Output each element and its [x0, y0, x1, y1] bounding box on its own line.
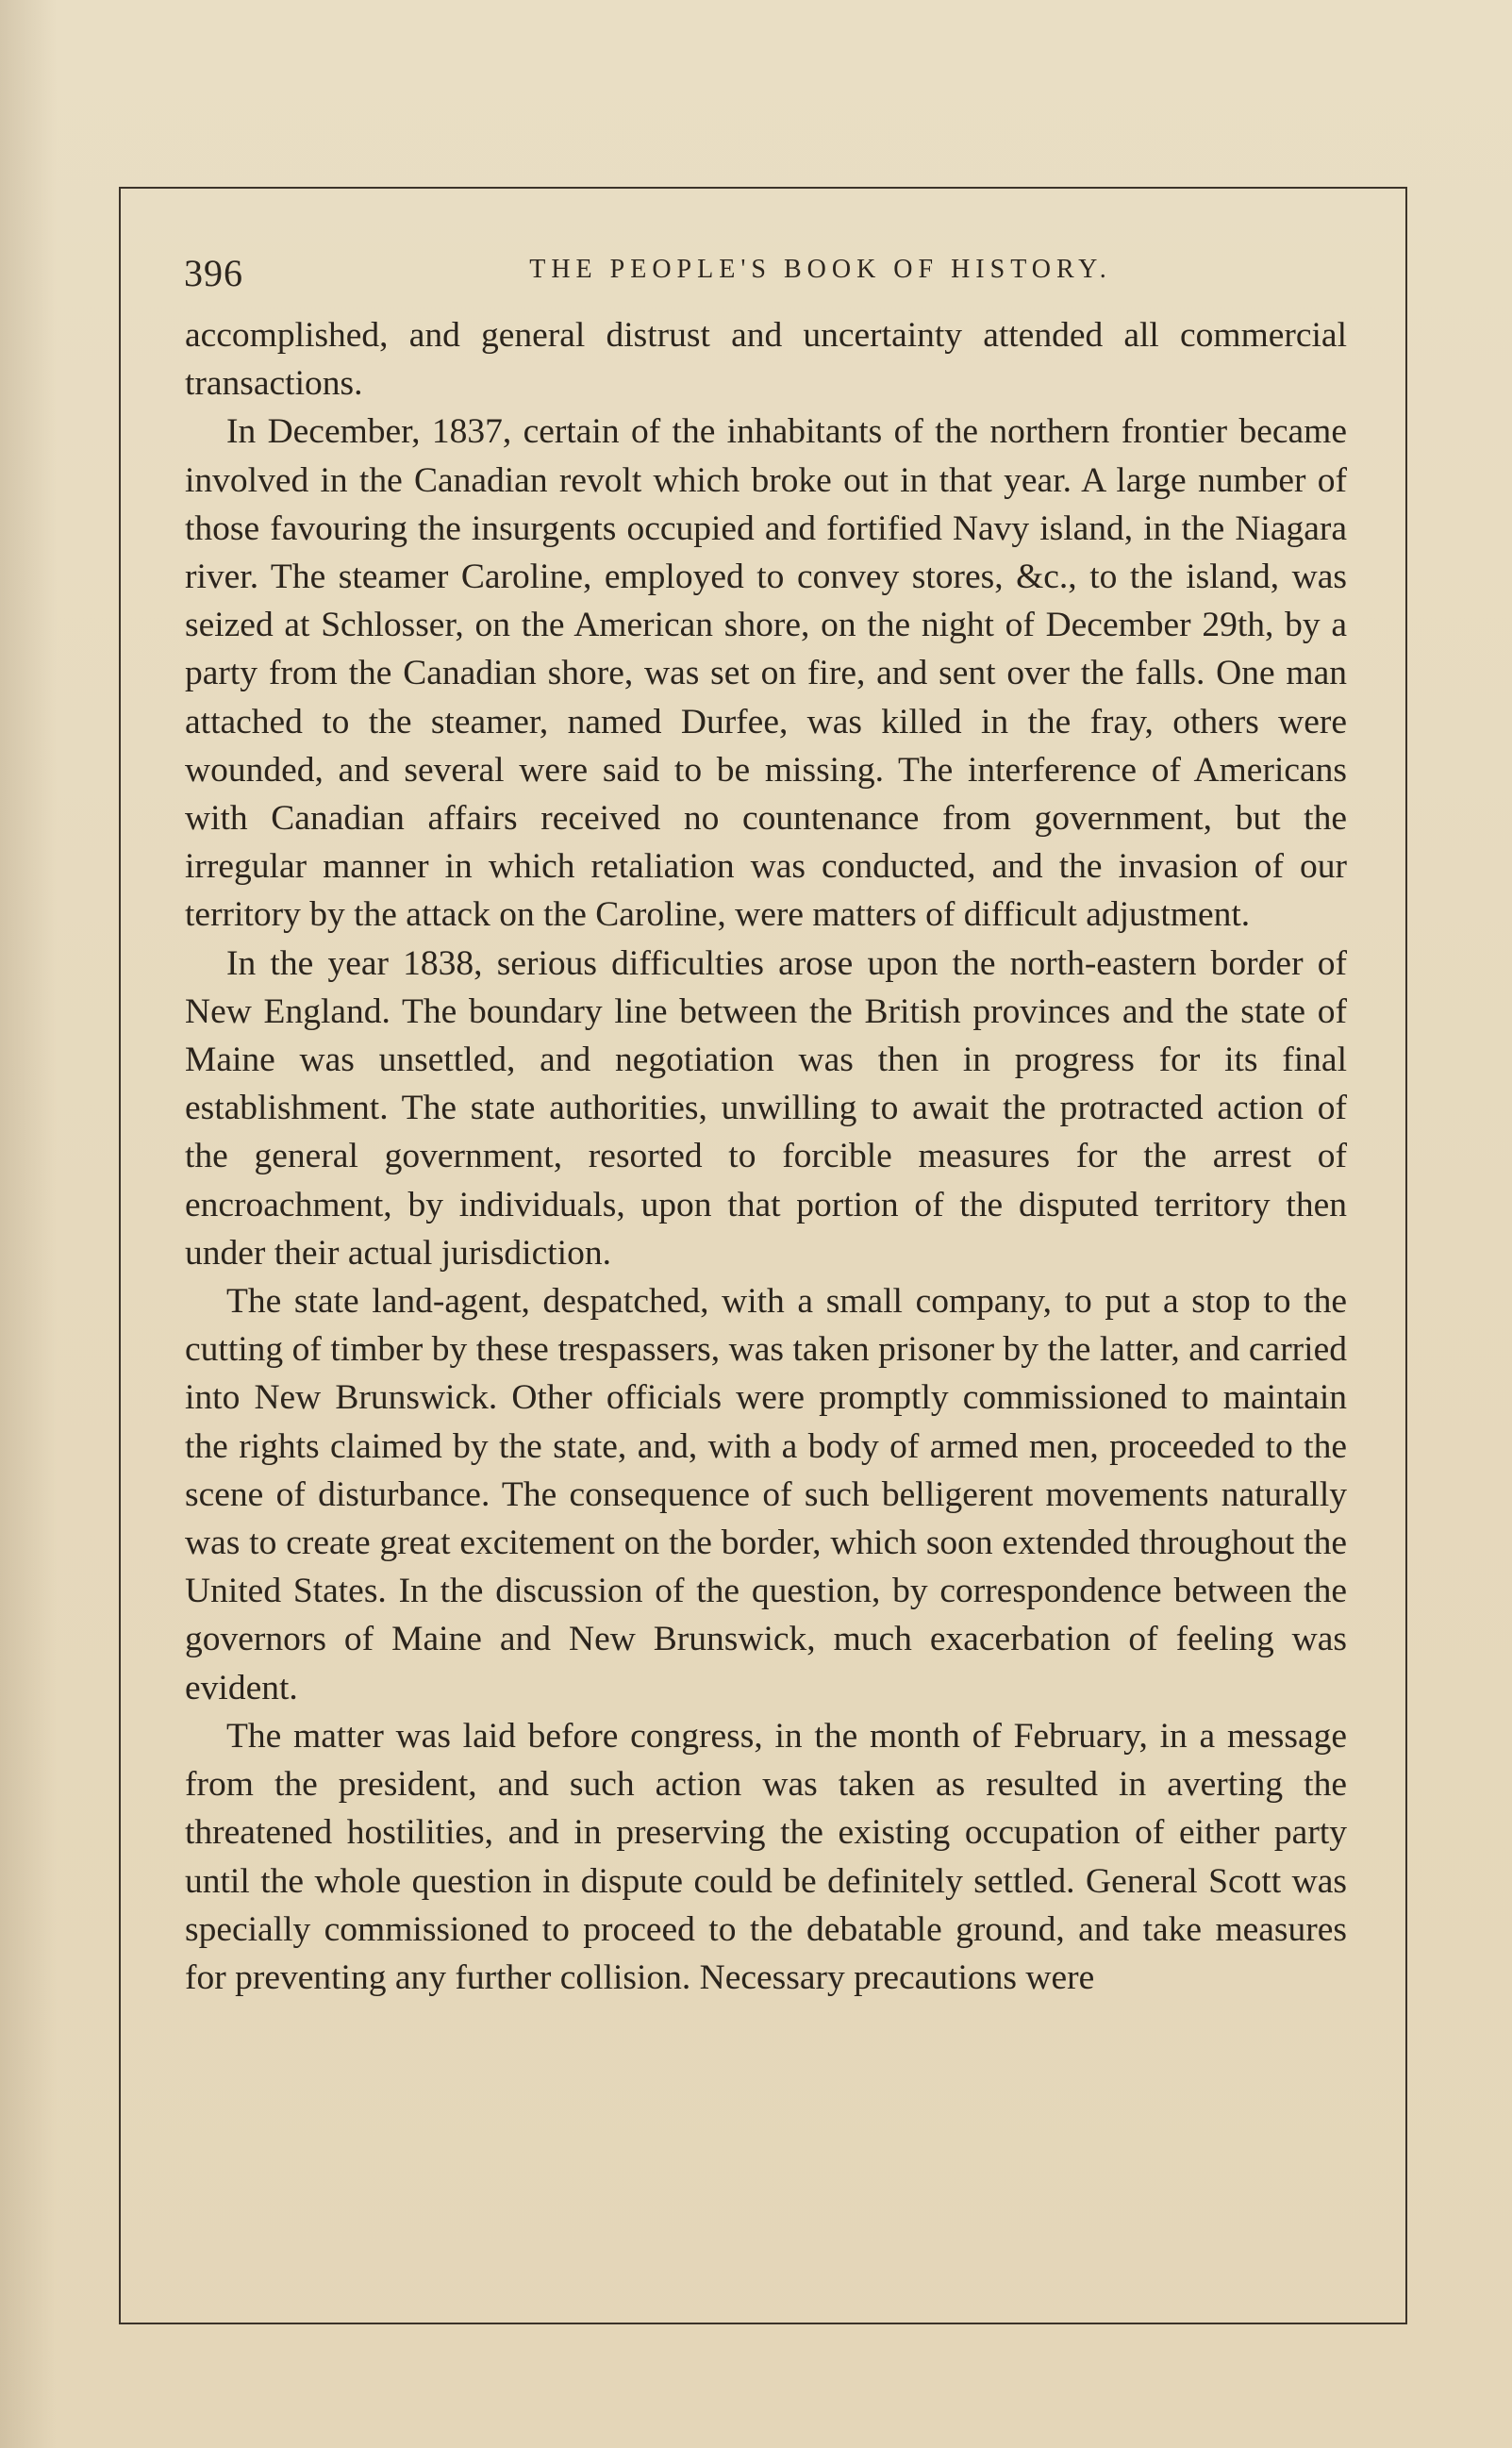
page-number: 396 [184, 252, 243, 294]
body-text [185, 311, 1347, 2002]
paragraph-land-agent: The state land-agent, despatched, with a small company, to put a stop to the cutting of timber by these trespassers, was taken prisoner by the latter, and carried into New Brunswick. Other officials were promptly commissioned to maintain the rights claimed by the state, and, with a body of armed men, proceeded to the scene of disturbance. The consequence of such belligerent movements naturally was to create great excitement on the border, which soon extended throughout the United States. In the discussion of the question, by correspondence between the governors of Maine and New Brunswick, much exacerbation of feeling was evident. [185, 1282, 1347, 1707]
paragraph-maine-boundary: In the year 1838, serious difficulties arose upon the north-eastern border of New England. The boundary line between the British provinces and the state of Maine was unsettled, and negotiation was then in progress for its final establishment. The state authorities, unwilling to await the protracted action of the general government, resorted to forcible measures for the arrest of encroachment, by individuals, upon that portion of the disputed territory then under their actual jurisdiction. [185, 943, 1347, 1273]
paragraph-continuation: accomplished, and general distrust and uncertainty attended all commercial transactions. [185, 316, 1347, 404]
running-title: THE PEOPLE'S BOOK OF HISTORY. [529, 255, 1112, 284]
paragraph-congress-message: The matter was laid before congress, in the month of February, in a message from the president, and such action was taken as resulted in averting the threatened hostilities, and in preserving the existing occupation of either party until the whole question in dispute could be definitely settled. General Scott was specially commissioned to proceed to the debatable ground, and take measures for preventing any further collision. Necessary precautions were [185, 1716, 1347, 1997]
page-header [184, 243, 1344, 300]
page-edge-shadow [0, 0, 57, 2448]
paragraph-caroline-affair: In December, 1837, certain of the inhabitants of the northern frontier became involved in the Canadian revolt which broke out in that year. A large number of those favouring the insurgents occupied and fortified Navy island, in the Niagara river. The steamer Caroline, employed to convey stores, &c., to the island, was seized at Schlosser, on the American shore, on the night of December 29th, by a party from the Canadian shore, was set on fire, and sent over the falls. One man attached to the steamer, named Durfee, was killed in the fray, others were wounded, and several were said to be missing. The interference of Americans with Canadian affairs received no countenance from government, but the irregular manner in which retaliation was conducted, and the invasion of our territory by the attack on the Caroline, were matters of difficult adjustment. [185, 412, 1347, 935]
